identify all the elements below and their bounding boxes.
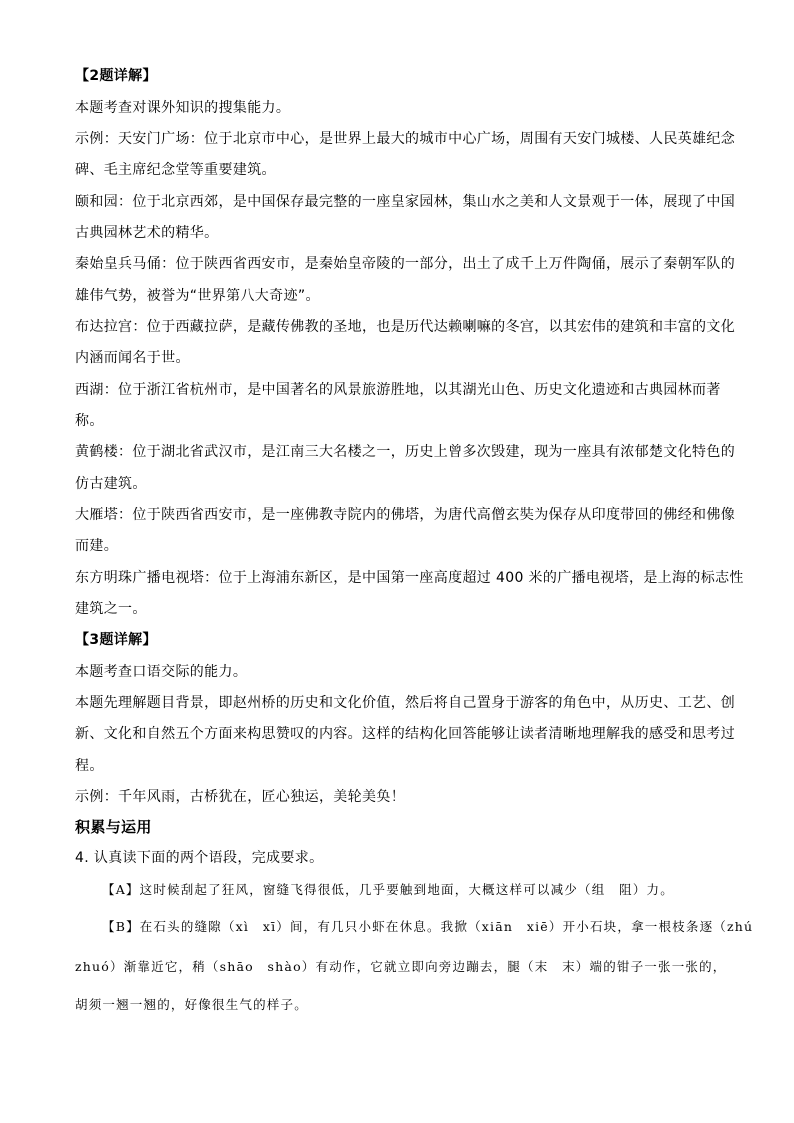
passage-b-line: 【B】在石头的缝隙（xì xī）间，有几只小虾在休息。我掀（xiān xiē）开小石块，拿一根枝条逐（zhú bbox=[102, 919, 754, 934]
q2-line: 东方明珠广播电视塔：位于上海浦东新区，是中国第一座高度超过 400 米的广播电视塔，是上海的标志性 bbox=[75, 570, 744, 586]
q2-line: 而建。 bbox=[75, 538, 119, 554]
q2-line: 西湖：位于浙江省杭州市，是中国著名的风景旅游胜地，以其湖光山色、历史文化遗迹和古典园林而著 bbox=[75, 382, 721, 398]
q3-heading: 【3题详解】 bbox=[75, 632, 157, 648]
q2-line: 黄鹤楼：位于湖北省武汉市，是江南三大名楼之一，历史上曾多次毁建，现为一座具有浓郁楚文化特色的 bbox=[75, 444, 736, 460]
q2-line: 布达拉宫：位于西藏拉萨，是藏传佛教的圣地，也是历代达赖喇嘛的冬宫，以其宏伟的建筑和丰富的文化 bbox=[75, 319, 736, 335]
q2-line: 秦始皇兵马俑：位于陕西省西安市，是秦始皇帝陵的一部分，出土了成千上万件陶俑，展示了秦朝军队的 bbox=[75, 256, 736, 272]
q2-line: 大雁塔：位于陕西省西安市，是一座佛教寺院内的佛塔，为唐代高僧玄奘为保存从印度带回的佛经和佛像 bbox=[75, 507, 736, 523]
q2-line: 古典园林艺术的精华。 bbox=[75, 225, 219, 241]
q2-line: 内涵而闻名于世。 bbox=[75, 350, 190, 366]
q3-intro: 本题考查口语交际的能力。 bbox=[75, 664, 248, 680]
q2-line: 雄伟气势，被誉为“世界第八大奇迹”。 bbox=[75, 288, 320, 304]
q3-line: 新、文化和自然五个方面来构思赞叹的内容。这样的结构化回答能够让读者清晰地理解我的感受和思考过 bbox=[75, 726, 736, 742]
passage-b-line: 胡须一翘一翘的，好像很生气的样子。 bbox=[75, 997, 308, 1012]
q3-line: 程。 bbox=[75, 758, 104, 774]
q2-line: 示例：天安门广场：位于北京市中心，是世界上最大的城市中心广场，周围有天安门城楼、人民英雄纪念 bbox=[75, 131, 736, 147]
q3-example: 示例：千年风雨，古桥犹在，匠心独运，美轮美奂！ bbox=[75, 789, 406, 805]
q2-line: 建筑之一。 bbox=[75, 601, 147, 617]
question-4: 4. 认真读下面的两个语段，完成要求。 bbox=[75, 850, 324, 866]
q2-line: 称。 bbox=[75, 413, 104, 429]
passage-a: 【A】这时候刮起了狂风，窗缝飞得很低，几乎要触到地面，大概这样可以减少（组 阻）力。 bbox=[102, 882, 674, 897]
q2-line: 颐和园：位于北京西郊，是中国保存最完整的一座皇家园林，集山水之美和人文景观于一体，展现了中国 bbox=[75, 194, 736, 210]
q2-line: 碑、毛主席纪念堂等重要建筑。 bbox=[75, 162, 276, 178]
q2-intro: 本题考查对课外知识的搜集能力。 bbox=[75, 100, 291, 116]
q3-line: 本题先理解题目背景，即赵州桥的历史和文化价值，然后将自己置身于游客的角色中，从历史、工艺、创 bbox=[75, 695, 736, 711]
section-title: 积累与运用 bbox=[75, 818, 152, 836]
passage-b-line: zhuó）渐靠近它，稍（shāo shào）有动作，它就立即向旁边蹦去，腿（末 末）端的钳子一张一张的， bbox=[75, 959, 727, 974]
q2-heading: 【2题详解】 bbox=[75, 68, 157, 84]
q2-line: 仿古建筑。 bbox=[75, 476, 147, 492]
